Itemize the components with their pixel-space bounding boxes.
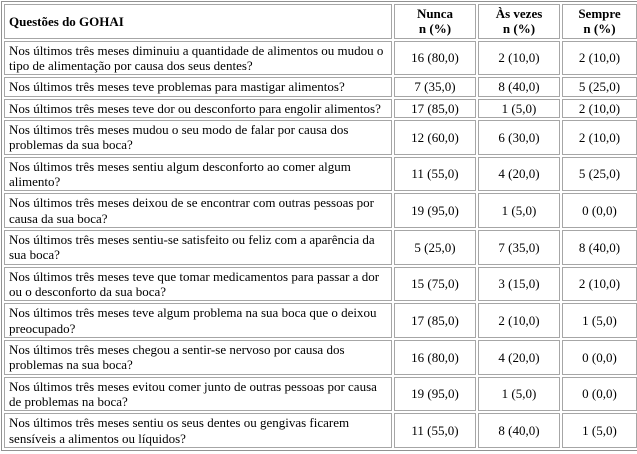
header-row xyxy=(4,4,637,39)
table-row xyxy=(4,120,637,155)
nunca-value-cell: 17 (85,0) xyxy=(394,303,476,338)
as-vezes-value-cell: 1 (5,0) xyxy=(478,99,560,118)
question-cell: Nos últimos três meses diminuiu a quantidade de alimentos ou mudou o tipo de alimentação por causa dos seus dentes? xyxy=(4,41,392,76)
question-cell: Nos últimos três meses mudou o seu modo de falar por causa dos problemas da sua boca? xyxy=(4,120,392,155)
as-vezes-value-cell: 7 (35,0) xyxy=(478,230,560,265)
nunca-value-cell: 16 (80,0) xyxy=(394,41,476,76)
question-cell: Nos últimos três meses sentiu-se satisfeito ou feliz com a aparência da sua boca? xyxy=(4,230,392,265)
sempre-value-cell: 0 (0,0) xyxy=(562,377,637,412)
question-cell: Nos últimos três meses teve algum problema na sua boca que o deixou preocupado? xyxy=(4,303,392,338)
table-row xyxy=(4,413,637,448)
as-vezes-value-cell: 2 (10,0) xyxy=(478,41,560,76)
question-cell: Nos últimos três meses chegou a sentir-se nervoso por causa dos problemas na sua boca? xyxy=(4,340,392,375)
column-header-nunca xyxy=(394,4,476,39)
sempre-value-cell: 1 (5,0) xyxy=(562,413,637,448)
column-header-as-vezes-label: Às vezes xyxy=(495,6,543,21)
sempre-value-cell: 0 (0,0) xyxy=(562,340,637,375)
question-cell: Nos últimos três meses teve dor ou desconforto para engolir alimentos? xyxy=(4,99,392,118)
table-row xyxy=(4,99,637,118)
column-header-questions: Questões do GOHAI xyxy=(4,4,392,39)
table-row xyxy=(4,157,637,192)
as-vezes-value-cell: 3 (15,0) xyxy=(478,267,560,302)
sempre-value-cell: 0 (0,0) xyxy=(562,193,637,228)
column-header-sempre-label: Sempre xyxy=(578,6,621,21)
sempre-value-cell: 2 (10,0) xyxy=(562,41,637,76)
as-vezes-value-cell: 8 (40,0) xyxy=(478,77,560,96)
nunca-value-cell: 11 (55,0) xyxy=(394,157,476,192)
nunca-value-cell: 15 (75,0) xyxy=(394,267,476,302)
question-cell: Nos últimos três meses sentiu os seus dentes ou gengivas ficarem sensíveis a alimentos ou líquidos? xyxy=(4,413,392,448)
column-header-nunca-sublabel: n (%) xyxy=(418,21,452,37)
as-vezes-value-cell: 4 (20,0) xyxy=(478,157,560,192)
column-header-sempre-sublabel: n (%) xyxy=(583,21,616,37)
as-vezes-value-cell: 2 (10,0) xyxy=(478,303,560,338)
sempre-value-cell: 5 (25,0) xyxy=(562,157,637,192)
as-vezes-value-cell: 1 (5,0) xyxy=(478,377,560,412)
question-cell: Nos últimos três meses evitou comer junto de outras pessoas por causa de problemas na boca? xyxy=(4,377,392,412)
table-row xyxy=(4,77,637,96)
as-vezes-value-cell: 8 (40,0) xyxy=(478,413,560,448)
as-vezes-value-cell: 4 (20,0) xyxy=(478,340,560,375)
column-header-as-vezes xyxy=(478,4,560,39)
table-row xyxy=(4,41,637,76)
sempre-value-cell: 5 (25,0) xyxy=(562,77,637,96)
gohai-results-table xyxy=(1,1,637,451)
question-cell: Nos últimos três meses sentiu algum desconforto ao comer algum alimento? xyxy=(4,157,392,192)
question-cell: Nos últimos três meses deixou de se encontrar com outras pessoas por causa da sua boca? xyxy=(4,193,392,228)
nunca-value-cell: 16 (80,0) xyxy=(394,340,476,375)
sempre-value-cell: 2 (10,0) xyxy=(562,99,637,118)
question-cell: Nos últimos três meses teve problemas para mastigar alimentos? xyxy=(4,77,392,96)
as-vezes-value-cell: 6 (30,0) xyxy=(478,120,560,155)
table-row xyxy=(4,193,637,228)
sempre-value-cell: 2 (10,0) xyxy=(562,267,637,302)
column-header-as-vezes-sublabel: n (%) xyxy=(502,21,536,37)
nunca-value-cell: 7 (35,0) xyxy=(394,77,476,96)
sempre-value-cell: 2 (10,0) xyxy=(562,120,637,155)
nunca-value-cell: 19 (95,0) xyxy=(394,377,476,412)
column-header-nunca-label: Nunca xyxy=(416,6,454,21)
as-vezes-value-cell: 1 (5,0) xyxy=(478,193,560,228)
table-row xyxy=(4,377,637,412)
question-cell: Nos últimos três meses teve que tomar medicamentos para passar a dor ou o desconforto da sua boca? xyxy=(4,267,392,302)
nunca-value-cell: 5 (25,0) xyxy=(394,230,476,265)
table-row xyxy=(4,303,637,338)
nunca-value-cell: 17 (85,0) xyxy=(394,99,476,118)
nunca-value-cell: 12 (60,0) xyxy=(394,120,476,155)
table-row xyxy=(4,340,637,375)
sempre-value-cell: 8 (40,0) xyxy=(562,230,637,265)
nunca-value-cell: 11 (55,0) xyxy=(394,413,476,448)
table-row xyxy=(4,267,637,302)
column-header-sempre xyxy=(562,4,637,39)
table-row xyxy=(4,230,637,265)
sempre-value-cell: 1 (5,0) xyxy=(562,303,637,338)
nunca-value-cell: 19 (95,0) xyxy=(394,193,476,228)
